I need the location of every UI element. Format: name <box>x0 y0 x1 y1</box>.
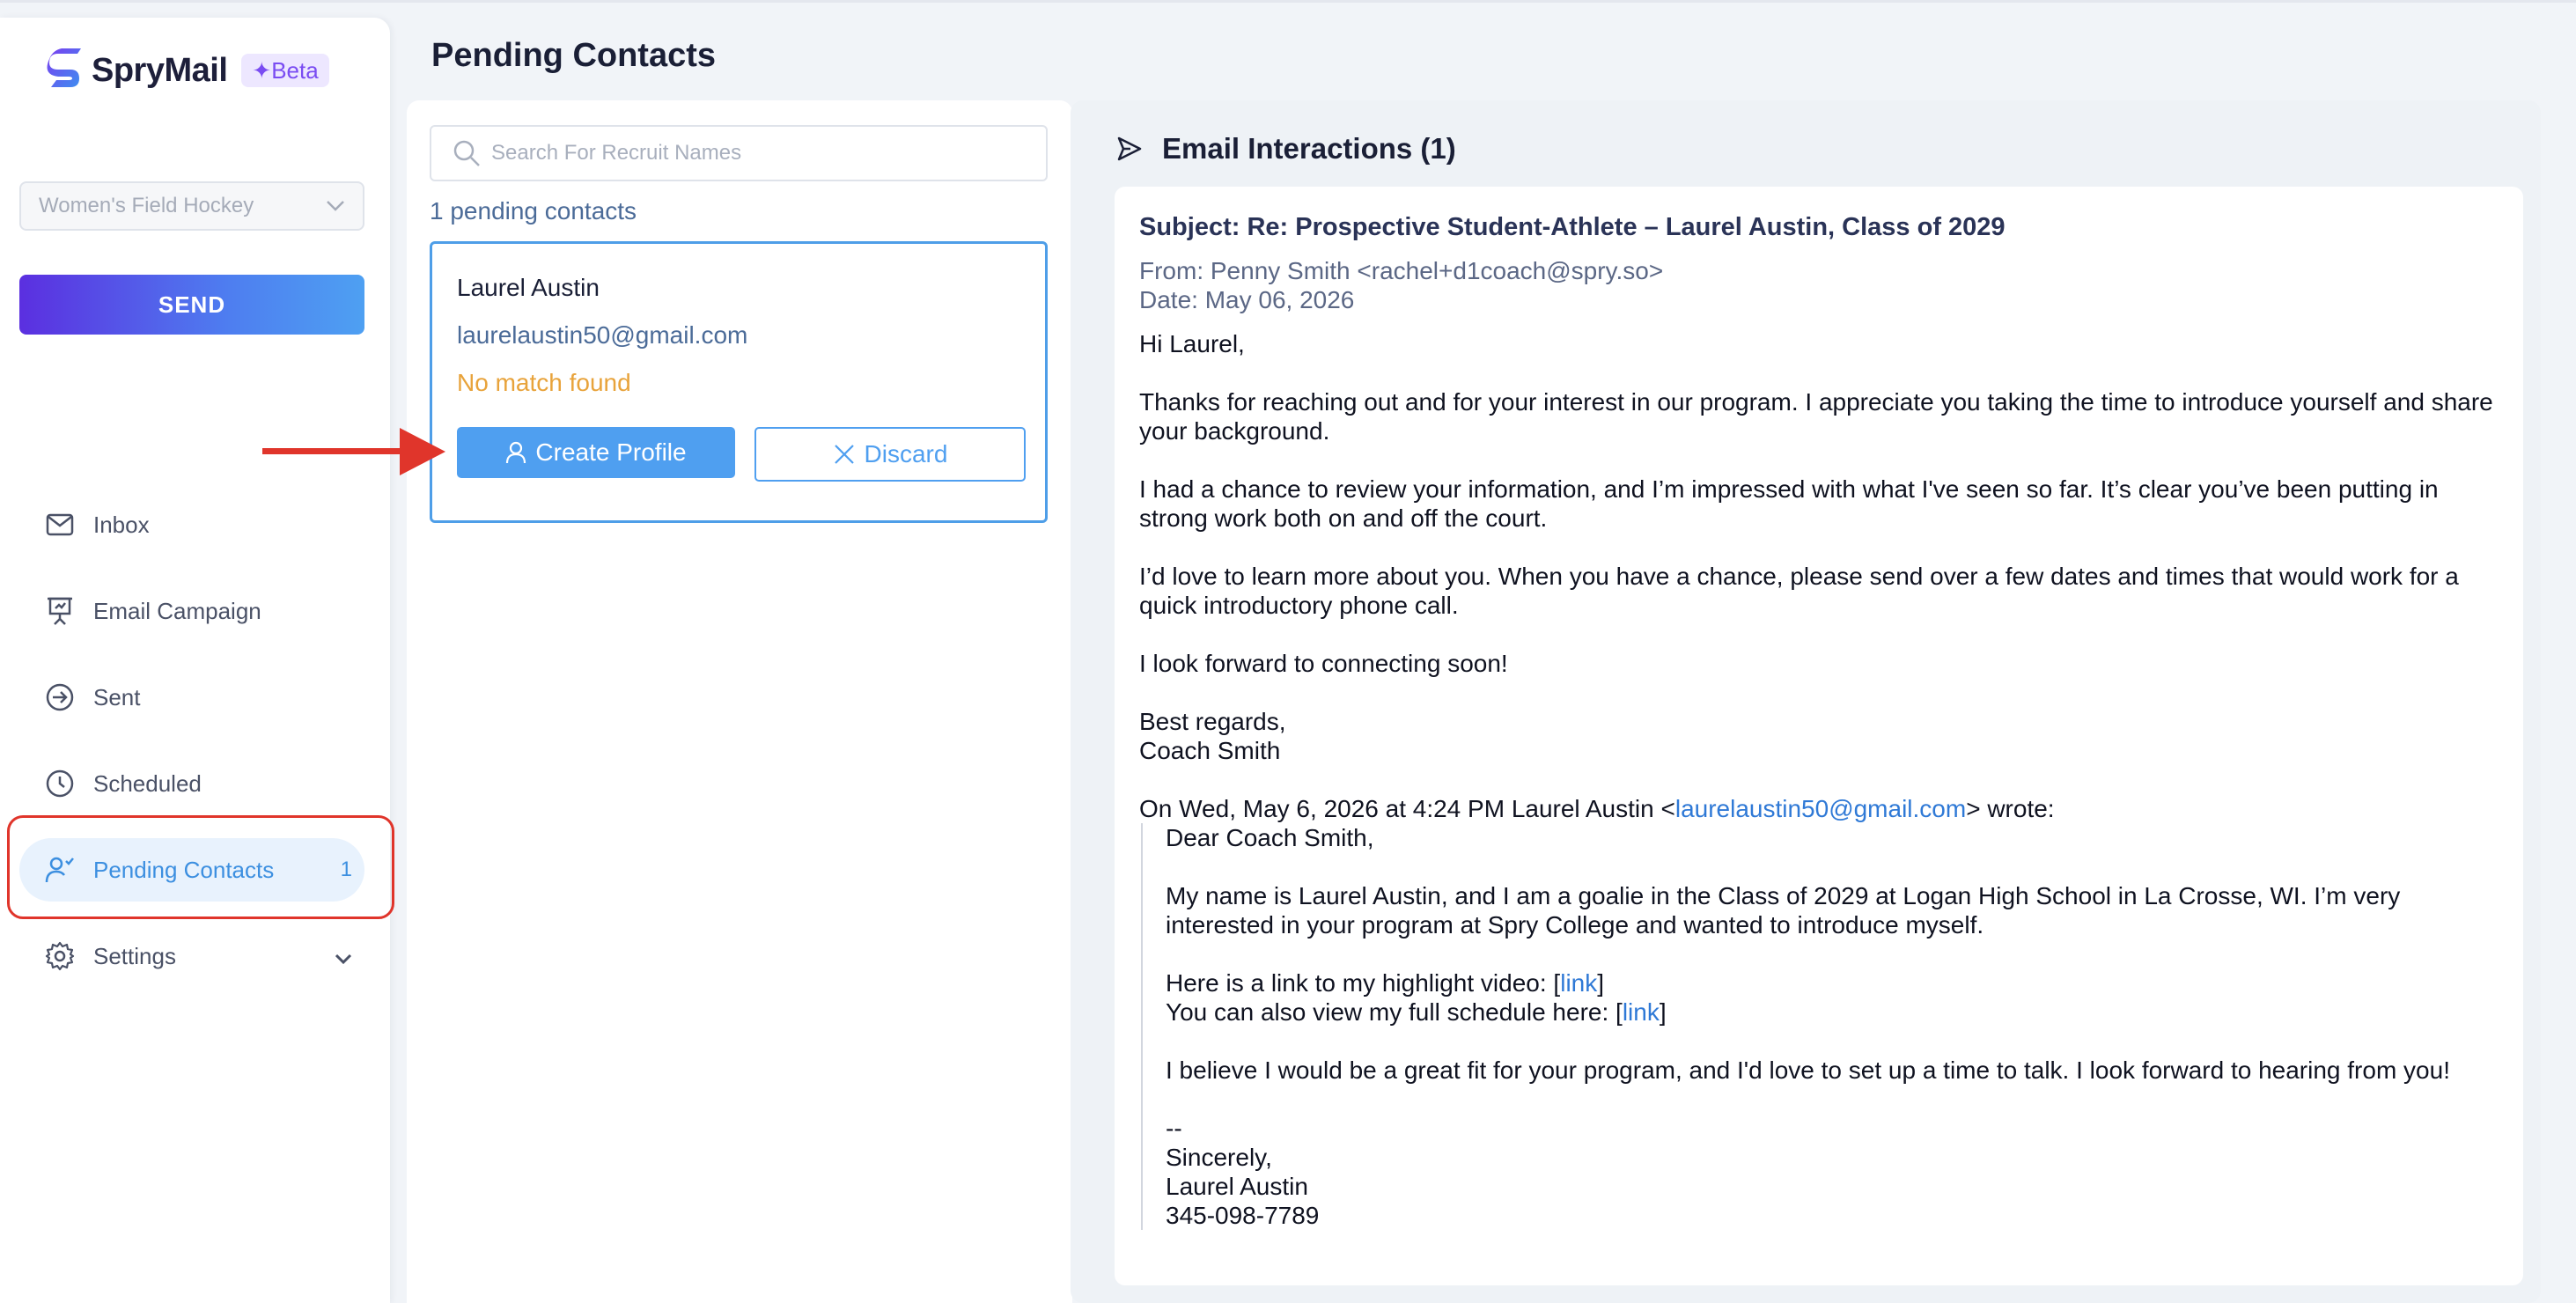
clock-icon <box>44 768 76 799</box>
contact-name: Laurel Austin <box>457 274 600 301</box>
email-paragraph: I look forward to connecting soon! <box>1139 650 1508 677</box>
email-interactions-panel <box>1071 100 2541 1303</box>
user-icon <box>505 441 526 464</box>
highlight-video-text: Here is a link to my highlight video: [ <box>1166 969 1561 997</box>
contacts-panel <box>407 100 1072 1303</box>
gear-icon <box>44 940 76 972</box>
annotation-highlight-box <box>7 815 394 919</box>
send-button[interactable]: SEND <box>19 275 364 335</box>
quoted-email-link[interactable]: laurelaustin50@gmail.com <box>1674 795 1967 822</box>
email-date: Date: May 06, 2026 <box>1139 286 1355 313</box>
beta-badge <box>241 54 328 87</box>
sidebar-item-label: Settings <box>93 942 176 969</box>
email-interactions-header <box>1116 132 1456 166</box>
quote-intro <box>1139 794 2499 823</box>
highlight-video-line <box>1166 968 2499 997</box>
presentation-icon <box>44 595 76 627</box>
beta-badge-label: Beta <box>271 56 319 84</box>
email-interactions-title: Email Interactions (1) <box>1162 132 1456 165</box>
mail-icon <box>44 509 76 541</box>
app-logo[interactable] <box>46 48 329 93</box>
pending-count-badge: 1 <box>340 858 352 881</box>
team-select-value: Women's Field Hockey <box>39 194 254 217</box>
create-profile-label: Create Profile <box>535 438 687 466</box>
pending-count-label: 1 pending contacts <box>430 197 637 225</box>
chevron-down-icon <box>326 200 345 212</box>
email-paragraph: Thanks for reaching out and for your interest in our program. I appreciate you taking the time to introduce yourself and share your background. <box>1139 388 2493 445</box>
chevron-down-icon[interactable] <box>335 943 352 970</box>
sidebar-item-sent[interactable] <box>19 666 364 729</box>
sidebar-item-inbox[interactable] <box>19 493 364 556</box>
email-signature: Coach Smith <box>1139 737 1281 764</box>
app-name: SpryMail <box>92 51 228 89</box>
email-from: From: Penny Smith <rachel+d1coach@spry.so> <box>1139 257 1664 284</box>
quoted-signature-name: Laurel Austin <box>1166 1173 1308 1200</box>
search-icon <box>453 139 481 167</box>
top-divider <box>0 0 2576 3</box>
email-greeting: Hi Laurel, <box>1139 330 1245 357</box>
quoted-signature: Sincerely, <box>1166 1144 1272 1171</box>
search-box[interactable] <box>430 125 1048 181</box>
create-profile-button[interactable] <box>457 427 735 478</box>
schedule-line <box>1166 997 2499 1027</box>
email-message <box>1115 187 2523 1285</box>
send-icon <box>1116 136 1143 162</box>
sidebar <box>0 18 390 1303</box>
annotation-arrow-icon <box>262 428 445 475</box>
arrow-circle-icon <box>44 681 76 713</box>
bracket-close: ] <box>1597 969 1605 997</box>
sidebar-item-email-campaign[interactable] <box>19 579 364 643</box>
bracket-close: ] <box>1659 998 1667 1026</box>
quoted-paragraph: I believe I would be a great fit for your program, and I'd love to set up a time to talk. I look forward to hearing from you! <box>1166 1056 2450 1084</box>
search-input[interactable] <box>491 141 1019 166</box>
quoted-paragraph: My name is Laurel Austin, and I am a goalie in the Class of 2029 at Logan High School in La Crosse, WI. I’m very interested in your program at Spry College and wanted to introduce myself. <box>1166 882 2401 939</box>
email-paragraph: I’d love to learn more about you. When you have a chance, please send over a few dates and times that would work for a quick introductory phone call. <box>1139 563 2459 619</box>
email-subject: Subject: Re: Prospective Student-Athlete – Laurel Austin, Class of 2029 <box>1139 213 2006 241</box>
schedule-text: You can also view my full schedule here: [ <box>1166 998 1623 1026</box>
quoted-message <box>1141 823 2499 1230</box>
sidebar-item-scheduled[interactable] <box>19 752 364 815</box>
sidebar-item-settings[interactable] <box>19 924 364 988</box>
quoted-signature-phone: 345-098-7789 <box>1166 1202 1320 1229</box>
highlight-video-link[interactable]: link <box>1560 969 1598 997</box>
sidebar-item-label: Sent <box>93 683 141 710</box>
sidebar-item-label: Email Campaign <box>93 597 261 624</box>
contact-card[interactable] <box>430 241 1048 523</box>
discard-label: Discard <box>864 440 948 467</box>
sidebar-item-label: Pending Contacts <box>93 856 275 883</box>
email-closing: Best regards, <box>1139 708 1286 735</box>
close-icon <box>833 443 856 466</box>
schedule-link[interactable]: link <box>1622 998 1660 1026</box>
page-title: Pending Contacts <box>431 37 717 74</box>
contact-email: laurelaustin50@gmail.com <box>457 321 748 349</box>
quote-intro-suffix: > wrote: <box>1966 795 2055 822</box>
discard-button[interactable] <box>754 427 1026 482</box>
quoted-signature-dash: -- <box>1166 1115 1182 1142</box>
sparkle-icon: ✦ <box>252 56 272 84</box>
match-status: No match found <box>457 369 631 396</box>
quoted-greeting: Dear Coach Smith, <box>1166 824 1374 851</box>
sprymail-logo-icon <box>46 48 83 92</box>
team-select[interactable] <box>19 181 364 231</box>
sidebar-item-label: Inbox <box>93 511 150 538</box>
sidebar-item-label: Scheduled <box>93 769 202 797</box>
email-paragraph: I had a chance to review your information, and I’m impressed with what I've seen so far. It’s clear you’ve been putting in strong work both on and off the court. <box>1139 475 2439 532</box>
quote-intro-text: On Wed, May 6, 2026 at 4:24 PM Laurel Austin < <box>1139 795 1675 822</box>
